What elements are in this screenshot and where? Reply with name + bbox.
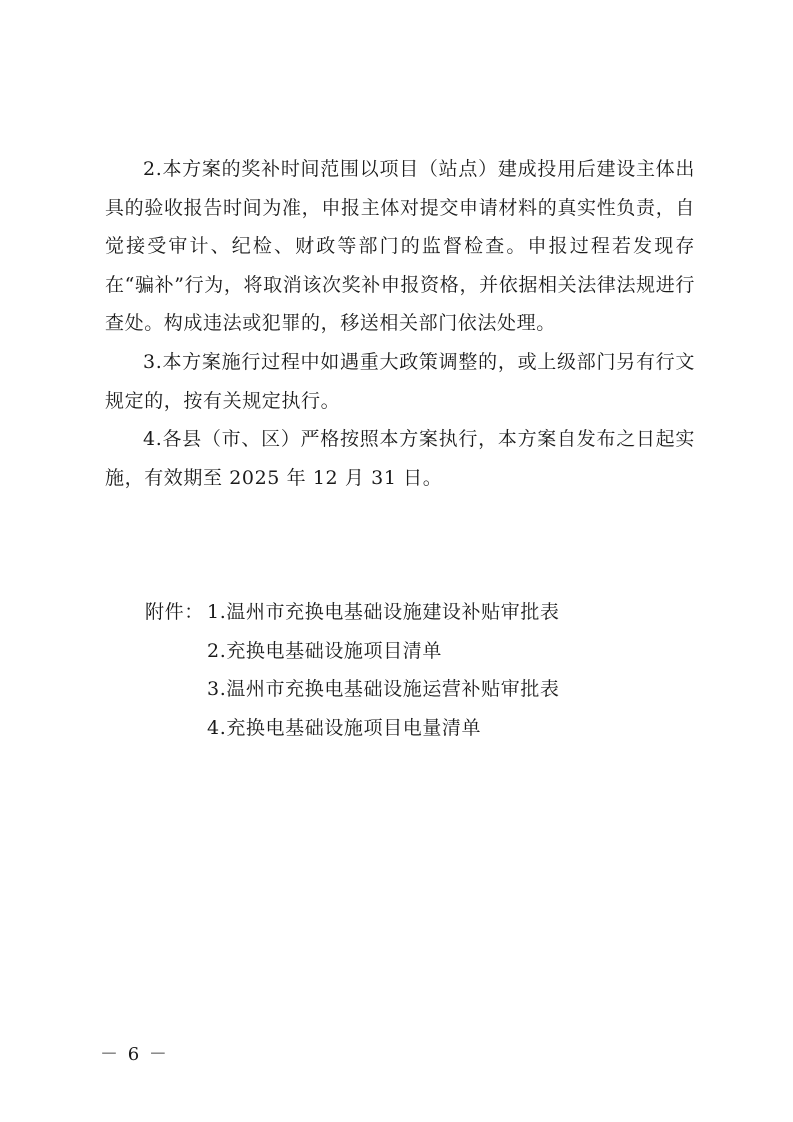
- paragraph-3: 3.本方案施行过程中如遇重大政策调整的，或上级部门另有行文规定的，按有关规定执行。: [105, 350, 695, 412]
- attachments-label: 附件：: [145, 601, 204, 623]
- attachment-item: [145, 632, 685, 671]
- paragraph-4: 4.各县（市、区）严格按照本方案执行，本方案自发布之日起实施，有效期至 2025 年 12 月 31 日。: [105, 428, 695, 489]
- attachment-item-1: 1.温州市充换电基础设施建设补贴审批表: [207, 601, 560, 623]
- attachment-item-2: 2.充换电基础设施项目清单: [207, 639, 442, 662]
- attachments-list: [145, 593, 685, 747]
- attachment-item: [145, 709, 685, 748]
- attachment-item: [145, 670, 685, 709]
- attachment-item: [145, 593, 685, 632]
- attachment-item-3: 3.温州市充换电基础设施运营补贴审批表: [207, 678, 560, 701]
- paragraph-2: 2.本方案的奖补时间范围以项目（站点）建成投用后建设主体出具的验收报告时间为准，申报主体对提交申请材料的真实性负责，自觉接受审计、纪检、财政等部门的监督检查。申报过程若发现存在“骗补”行为，将取消该次奖补申报资格，并依据相关法律法规进行查处。构成违法或犯罪的，移送相关部门依法处理。: [105, 158, 695, 335]
- page-number: － 6 －: [100, 1044, 169, 1065]
- body-text: [105, 150, 695, 497]
- attachment-item-4: 4.充换电基础设施项目电量清单: [207, 716, 482, 739]
